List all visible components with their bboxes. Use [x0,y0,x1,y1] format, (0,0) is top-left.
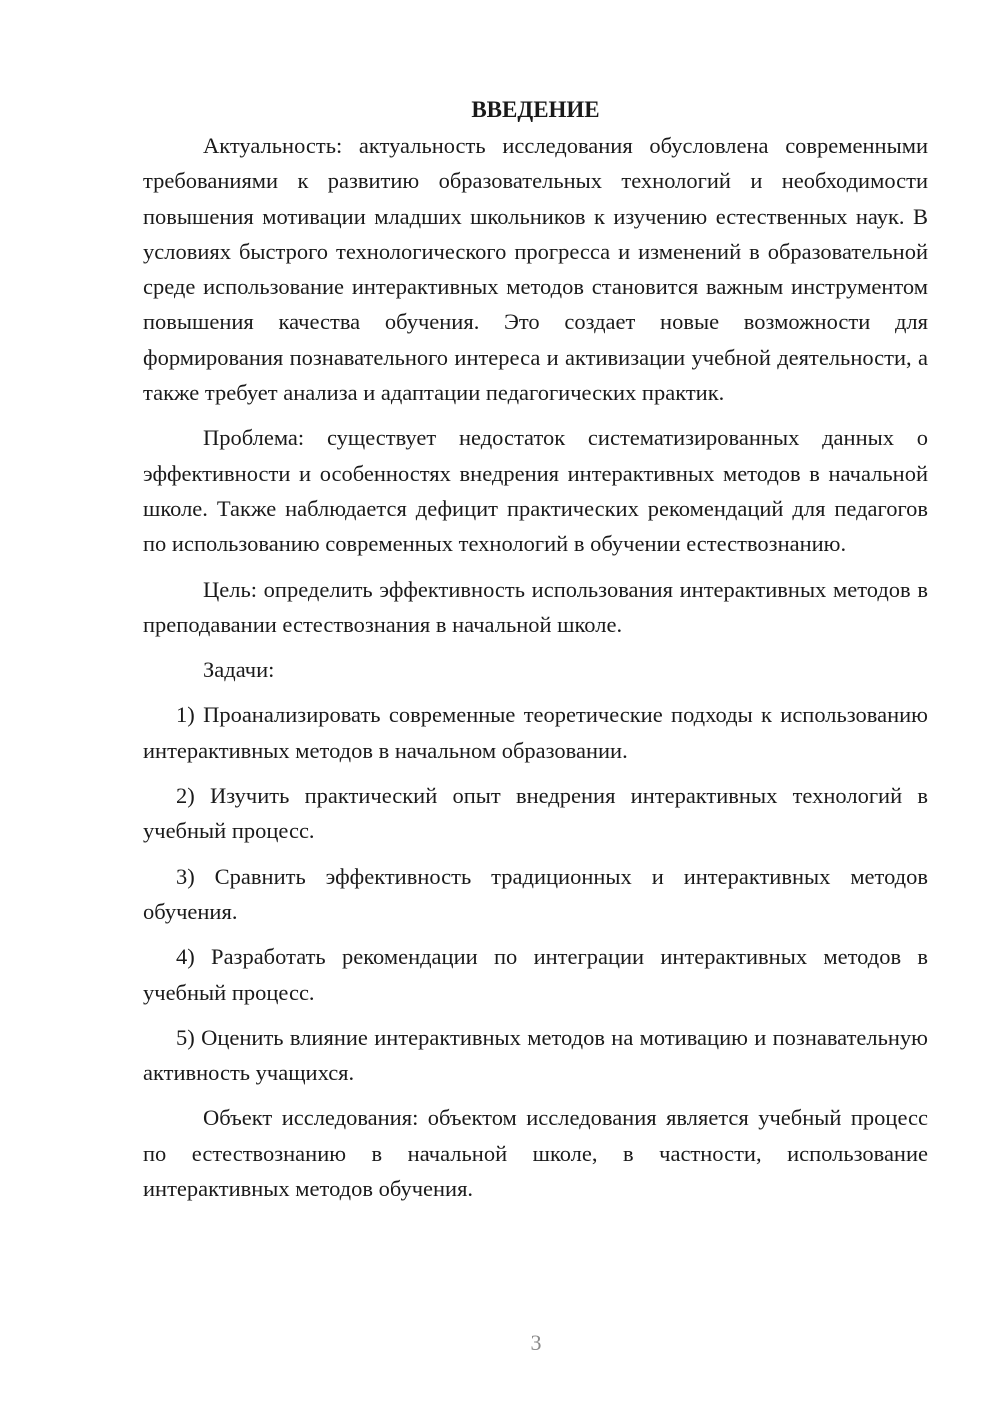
task-item: 1) Проанализировать современные теоретические подходы к использованию интерактивных методов в начальном образовании. [143,702,928,763]
object-paragraph: Объект исследования: объектом исследования является учебный процесс по естествознанию в начальной школе, в частности, использование интерактивных методов обучения. [143,1105,928,1202]
relevance-paragraph: Актуальность: актуальность исследования обусловлена современными требованиями к развитию образовательных технологий и необходимости повышения мотивации младших школьников к изучению естественных наук. В условиях быстрого технологического прогресса и изменений в образовательной среде использование интерактивных методов становится важным инструментом повышения качества обучения. Это создает новые возможности для формирования познавательного интереса и активизации учебной деятельности, а также требует анализа и адаптации педагогических практик. [143,133,928,406]
page-number: 3 [530,1330,542,1355]
task-item: 4) Разработать рекомендации по интеграции интерактивных методов в учебный процесс. [143,944,928,1005]
task-item: 3) Сравнить эффективность традиционных и интерактивных методов обучения. [143,863,928,924]
section-heading: ВВЕДЕНИЕ [471,97,600,122]
task-item: 2) Изучить практический опыт внедрения интерактивных технологий в учебный процесс. [143,783,928,844]
goal-paragraph: Цель: определить эффективность использования интерактивных методов в преподавании естествознания в начальной школе. [143,576,928,637]
problem-paragraph: Проблема: существует недостаток систематизированных данных о эффективности и особенностях внедрения интерактивных методов в начальной школе. Также наблюдается дефицит практических рекомендаций для педагогов по использованию современных технологий в обучении естествознанию. [143,425,928,557]
tasks-label: Задачи: [203,657,275,683]
task-item: 5) Оценить влияние интерактивных методов на мотивацию и познавательную активность учащихся. [143,1024,928,1086]
page-content [143,92,928,1216]
